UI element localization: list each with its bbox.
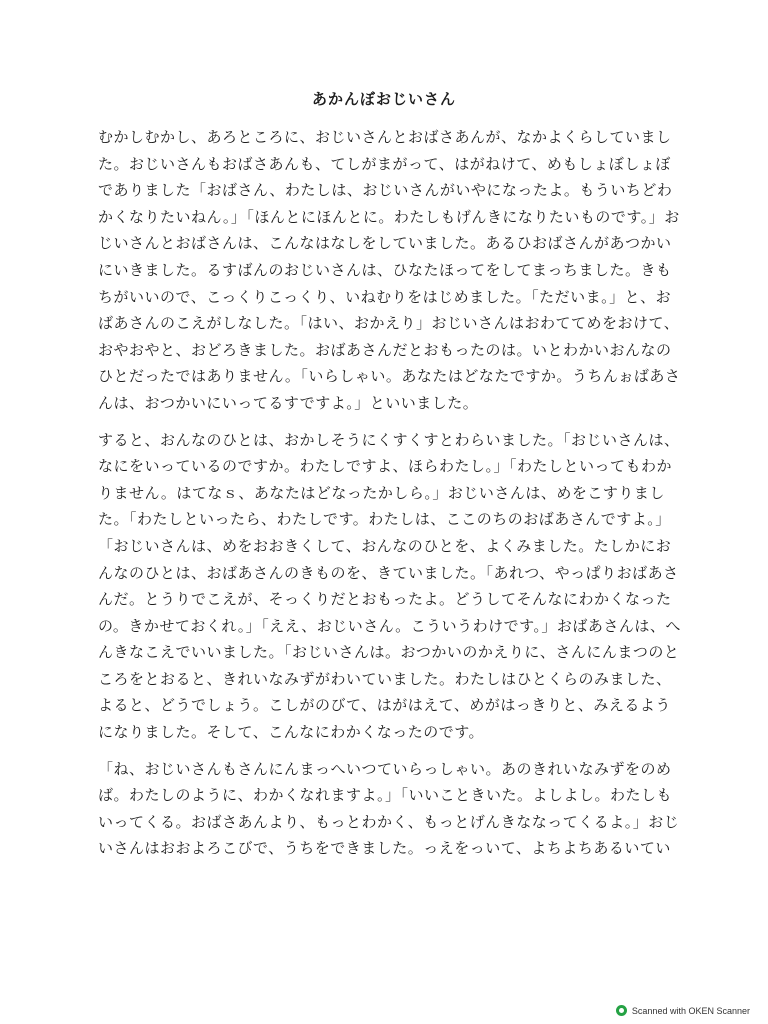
text-line: 「おじいさんは、めをおおきくして、おんなのひとを、よくみました。たしかにお	[98, 536, 672, 555]
paragraph-2	[98, 427, 681, 746]
text-line: 「ね、おじいさんもさんにんまっへいつていらっしゃい。あのきれいなみずをのめ	[98, 759, 672, 778]
text-line: ころをとおると、きれいなみずがわいていました。わたしはひとくらのみました、	[98, 669, 672, 688]
document-body	[98, 124, 681, 862]
paragraph-1	[98, 124, 681, 417]
text-line: の。きかせておくれ。」「ええ、おじいさん。こういうわけです。」おばあさんは、へ	[98, 616, 681, 635]
text-line: じいさんとおばさんは、こんなはなしをしていました。あるひおばさんがあつかい	[98, 234, 672, 253]
text-line: りません。はてなｓ、あなたはどなったかしら。」おじいさんは、めをこすりまし	[98, 483, 665, 502]
text-line: ば。わたしのように、わかくなれますよ。」「いいこときいた。よしよし。わたしも	[98, 786, 673, 805]
text-line: なにをいっているのですか。わたしですよ、ほらわたし。」「わたしといってもわか	[98, 457, 673, 476]
text-line: よると、どうでしょう。こしがのびて、はがはえて、めがはっきりと、みえるよう	[98, 696, 671, 715]
text-line: ばあさんのこえがしなした。「はい、おかえり」おじいさんはおわててめをおけて、	[98, 314, 680, 333]
text-line: いってくる。おばさあんより、もっとわかく、もっとげんきななってくるよ。」おじ	[98, 812, 680, 831]
text-line: いさんはおおよろこびで、うちをできました。っえをっいて、よちよちあるいてい	[98, 839, 671, 858]
scanner-logo-icon	[616, 1005, 627, 1016]
text-line: んきなこえでいいました。「おじいさんは。おつかいのかえりに、さんにんまつのと	[98, 643, 680, 662]
text-line: でありました「おばさん、わたしは、おじいさんがいやになったよ。もういちどわ	[98, 181, 673, 200]
text-line: ちがいいので、こっくりこっくり、いねむりをはじめました。「ただいま。」と、お	[98, 287, 672, 306]
text-line: んだ。とうりでこえが、そっくりだとおもったよ。どうしてそんなにわかくなった	[98, 590, 672, 609]
text-line: んなのひとは、おばあさんのきものを、きていました。「あれつ、やっぱりおばあさ	[98, 563, 679, 582]
scanner-footer-text: Scanned with OKEN Scanner	[631, 1005, 750, 1016]
document-title: あかんぼおじいさん	[311, 90, 456, 108]
text-line: ひとだったではありません。「いらしゃい。あなたはどなたですか。うちんぉばあさ	[98, 367, 681, 386]
text-line: た。「わたしといったら、わたしです。わたしは、ここのちのおばあさんですよ。」	[98, 510, 671, 529]
text-line: かくなりたいねん。」「ほんとにほんとに。わたしもげんきになりたいものです。」お	[98, 207, 680, 226]
text-line: になりました。そして、こんなにわかくなったのです。	[98, 723, 485, 742]
text-line: むかしむかし、あろところに、おじいさんとおばさあんが、なかよくらしていまし	[98, 128, 672, 146]
scanner-footer	[616, 1005, 750, 1016]
text-line: すると、おんなのひとは、おかしそうにくすくすとわらいました。「おじいさんは、	[98, 430, 680, 449]
paragraph-3	[98, 756, 678, 862]
text-line: にいきました。るすばんのおじいさんは、ひなたほってをしてまっちました。きも	[98, 260, 672, 279]
text-line: た。おじいさんもおばさあんも、てしがまがって、はがねけて、めもしょぼしょぼ	[98, 154, 671, 173]
text-line: おやおやと、おどろきました。おばあさんだとおもったのは。いとわかいおんなの	[98, 340, 672, 359]
text-line: んは、おつかいにいってるすですよ。」といいました。	[98, 393, 479, 412]
